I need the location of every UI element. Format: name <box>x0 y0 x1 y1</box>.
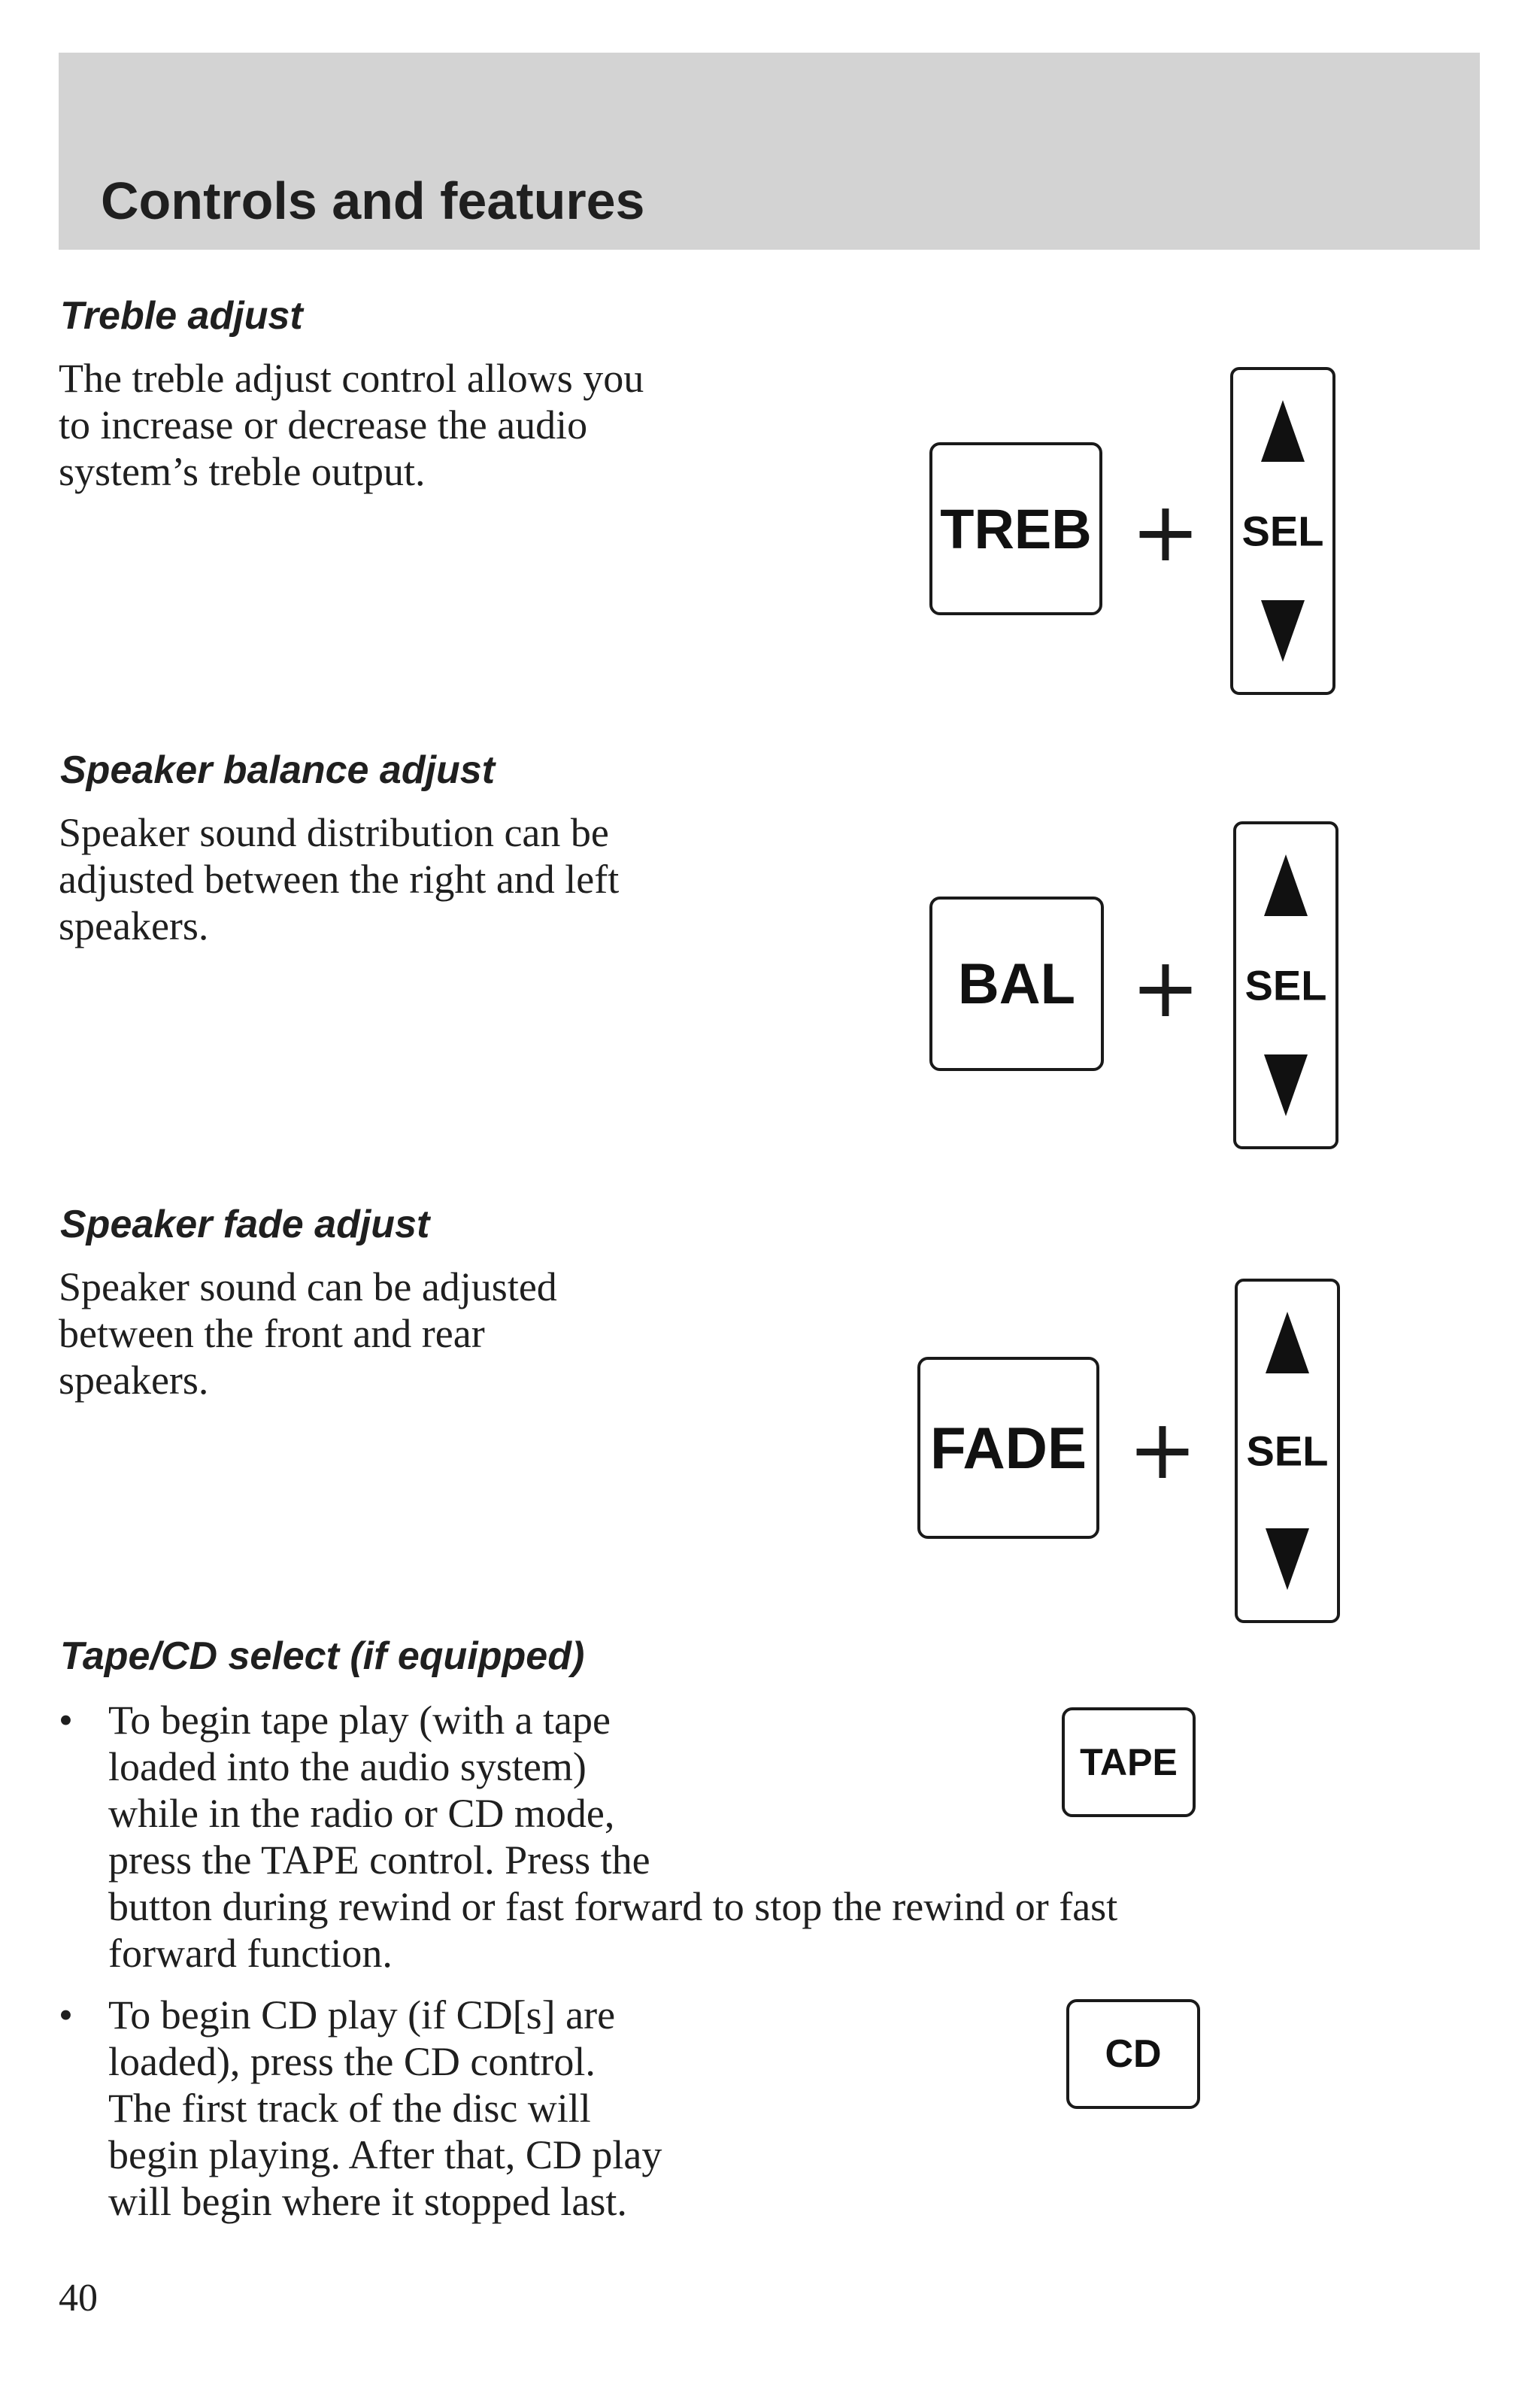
tape-button[interactable]: TAPE <box>1062 1707 1196 1817</box>
arrow-down-icon[interactable] <box>1266 1528 1309 1590</box>
arrow-up-icon[interactable] <box>1261 400 1305 462</box>
cd-button[interactable]: CD <box>1066 1999 1200 2109</box>
plus-icon: + <box>1127 1401 1198 1497</box>
bullet-icon: • <box>59 1698 73 1743</box>
header-band <box>59 53 1480 250</box>
sel-button-balance[interactable]: SEL <box>1233 821 1338 1149</box>
sel-button-fade[interactable]: SEL <box>1235 1279 1340 1623</box>
section-body-fade: Speaker sound can be adjusted between the front and rear speakers. <box>59 1264 557 1403</box>
section-body-balance: Speaker sound distribution can be adjusted between the right and left speakers. <box>59 810 620 948</box>
page-title: Controls and features <box>101 171 645 230</box>
section-body-treble: The treble adjust control allows you to increase or decrease the audio system’s treble output. <box>59 356 644 494</box>
treb-button[interactable]: TREB <box>929 442 1102 615</box>
list-item: • To begin CD play (if CD[s] are loaded), press the CD control. The first track of the disc will begin playing. After that, CD play will begin where it stopped last. <box>59 1992 662 2224</box>
fade-button[interactable]: FADE <box>917 1357 1099 1539</box>
arrow-up-icon[interactable] <box>1264 854 1308 916</box>
section-heading-balance: Speaker balance adjust <box>60 748 496 792</box>
section-heading-treble: Treble adjust <box>60 294 303 338</box>
plus-icon: + <box>1130 484 1201 580</box>
arrow-down-icon[interactable] <box>1261 600 1305 662</box>
bal-button[interactable]: BAL <box>929 897 1104 1071</box>
sel-button-treble[interactable]: SEL <box>1230 367 1335 695</box>
bullet-icon: • <box>59 1992 73 2038</box>
plus-icon: + <box>1130 939 1201 1036</box>
page-number: 40 <box>59 2277 98 2320</box>
list-item: • To begin tape play (with a tape loaded into the audio system) while in the radio or CD mode, press the TAPE control. Press the button during rewind or fast forward to stop the rewind or fast forward function. <box>59 1698 1118 1976</box>
section-heading-fade: Speaker fade adjust <box>60 1203 430 1246</box>
arrow-up-icon[interactable] <box>1266 1312 1309 1373</box>
section-heading-tapecd: Tape/CD select (if equipped) <box>60 1634 585 1678</box>
arrow-down-icon[interactable] <box>1264 1054 1308 1116</box>
